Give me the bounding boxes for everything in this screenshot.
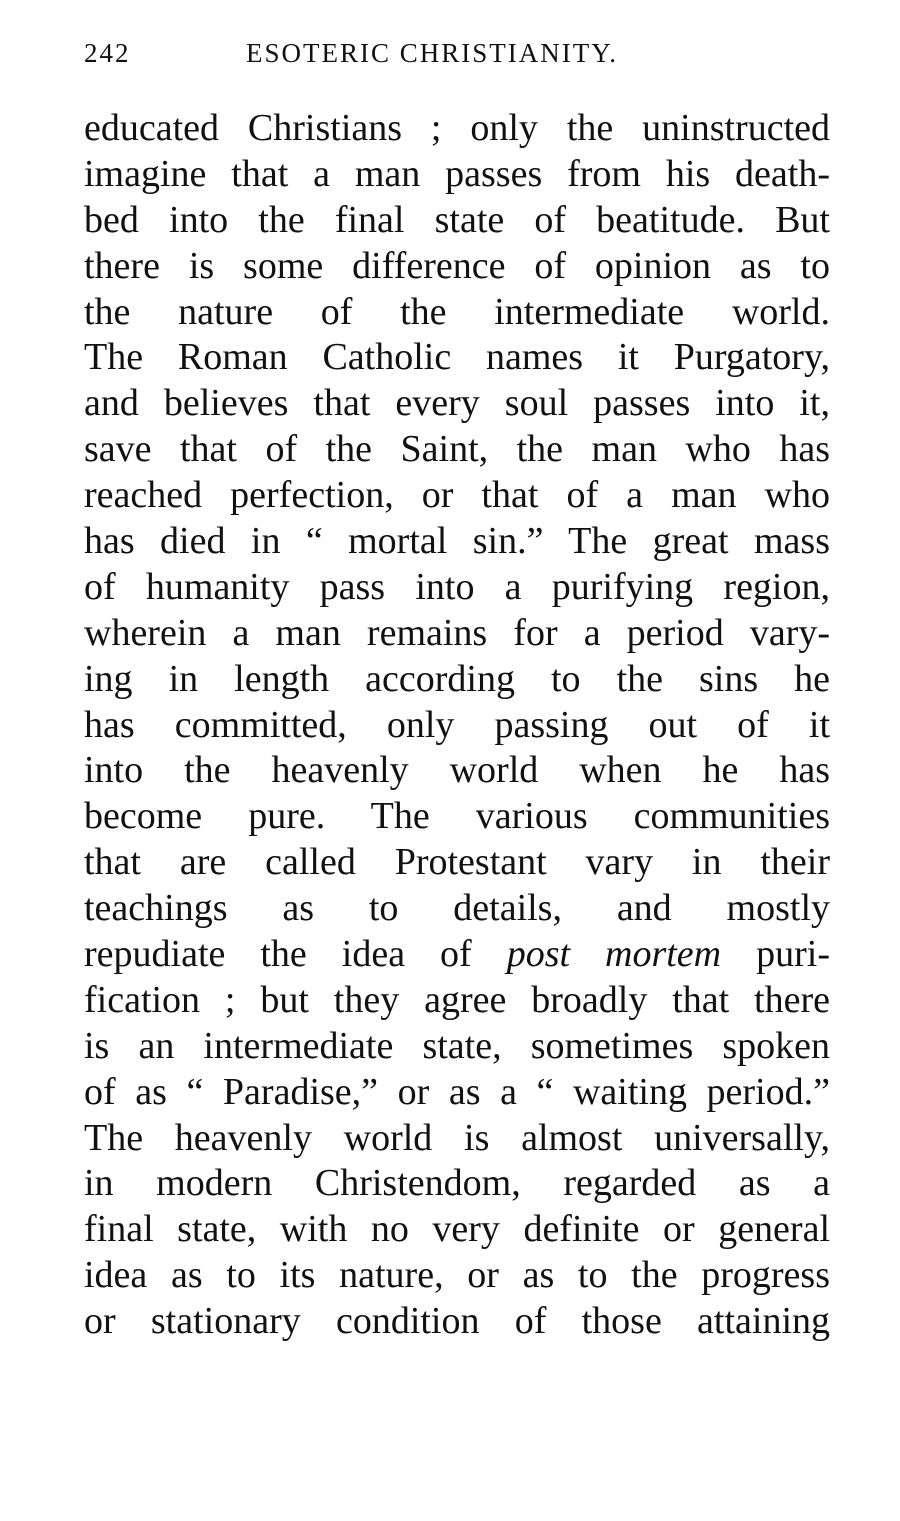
text-line: wherein a man remains for a period vary- xyxy=(84,611,830,654)
text-line: has died in “ mortal sin.” The great mass xyxy=(84,520,830,563)
text-line: or stationary condition of those attaining xyxy=(84,1300,830,1343)
text-line: there is some difference of opinion as to xyxy=(84,244,830,287)
italic-phrase: post mortem xyxy=(506,933,722,976)
body-text xyxy=(84,106,830,1345)
text-line: reached perfection, or that of a man who xyxy=(84,474,830,517)
text-line: that are called Protestant vary in their xyxy=(84,841,830,884)
page-number: 242 xyxy=(84,38,131,68)
text-line: in modern Christendom, regarded as a xyxy=(84,1162,830,1205)
text-line: of humanity pass into a purifying region, xyxy=(84,565,830,608)
text-line: has committed, only passing out of it xyxy=(84,703,830,746)
text-line-italic-phrase xyxy=(84,932,830,978)
text-segment: puri- xyxy=(721,933,830,976)
text-line: is an intermediate state, sometimes spoken xyxy=(84,1024,830,1067)
text-line: teachings as to details, and mostly xyxy=(84,887,830,930)
text-line: imagine that a man passes from his death- xyxy=(84,152,830,195)
text-line: educated Christians ; only the uninstructed xyxy=(84,107,830,149)
text-line: fication ; but they agree broadly that there xyxy=(84,978,830,1021)
text-line: The heavenly world is almost universally, xyxy=(84,1116,830,1159)
text-line: ing in length according to the sins he xyxy=(84,657,830,700)
text-line: into the heavenly world when he has xyxy=(84,749,830,792)
text-line: idea as to its nature, or as to the progress xyxy=(84,1254,830,1297)
text-line: the nature of the intermediate world. xyxy=(84,290,830,333)
text-line: bed into the final state of beatitude. But xyxy=(84,198,830,241)
text-line: The Roman Catholic names it Purgatory, xyxy=(84,336,830,379)
text-line: become pure. The various communities xyxy=(84,795,830,838)
text-line: final state, with no very definite or general xyxy=(84,1208,830,1251)
text-line: of as “ Paradise,” or as a “ waiting period.” xyxy=(84,1070,830,1113)
text-line: and believes that every soul passes into it, xyxy=(84,382,830,425)
text-segment: repudiate the idea of xyxy=(84,933,507,976)
running-head xyxy=(84,38,784,78)
running-title: ESOTERIC CHRISTIANITY. xyxy=(246,38,619,68)
text-line: save that of the Saint, the man who has xyxy=(84,428,830,471)
